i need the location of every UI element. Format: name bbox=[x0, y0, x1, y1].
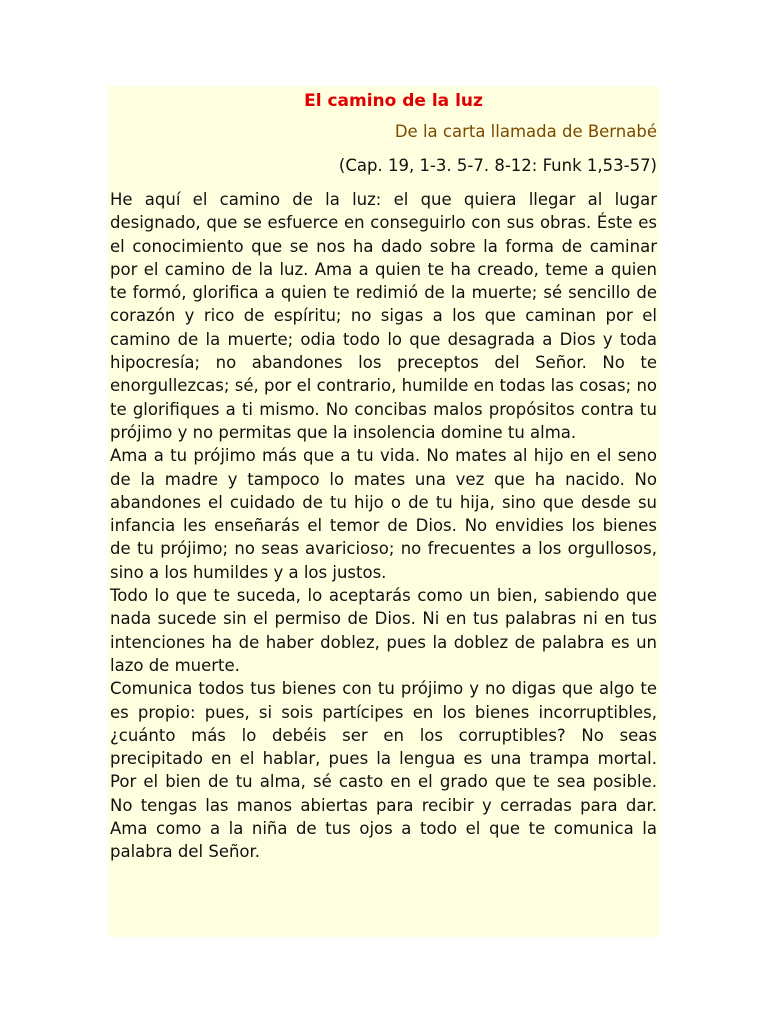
body-paragraph: Todo lo que te suceda, lo aceptarás como un bien, sabiendo que nada sucede sin el permiso de Dios. Ni en tus palabras ni en tus intenciones ha de haber doblez, pues la doblez de palabra es un lazo de muerte. bbox=[110, 586, 657, 675]
document-title: El camino de la luz bbox=[304, 91, 483, 111]
document-body bbox=[110, 188, 657, 864]
document-source: De la carta llamada de Bernabé bbox=[394, 122, 657, 141]
body-paragraph: Comunica todos tus bienes con tu prójimo y no digas que algo te es propio: pues, si sois partícipes en los bienes incorruptibles, ¿cuánto más lo debéis ser en los corruptibles? No seas precipitado en el hablar, pues la lengua es una trampa mortal. Por el bien de tu alma, sé casto en el grado que te sea posible. No tengas las manos abiertas para recibir y cerradas para dar. Ama como a la niña de tus ojos a todo el que te comunica la palabra del Señor. bbox=[110, 679, 657, 862]
document-reference: (Cap. 19, 1-3. 5-7. 8-12: Funk 1,53-57) bbox=[338, 156, 657, 175]
body-paragraph: He aquí el camino de la luz: el que quiera llegar al lugar designado, que se esfuerce en conseguirlo con sus obras. Éste es el conocimiento que se nos ha dado sobre la forma de caminar por el camino de la luz. Ama a quien te ha creado, teme a quien te formó, glorifica a quien te redimió de la muerte; sé sencillo de corazón y rico de espíritu; no sigas a los que caminan por el camino de la muerte; odia todo lo que desagrada a Dios y toda hipocresía; no abandones los preceptos del Señor. No te enorgullezcas; sé, por el contrario, humilde en todas las cosas; no te glorifiques a ti mismo. No concibas malos propósitos contra tu prójimo y no permitas que la insolencia domine tu alma. bbox=[110, 190, 657, 442]
document-page bbox=[108, 86, 659, 937]
body-paragraph: Ama a tu prójimo más que a tu vida. No mates al hijo en el seno de la madre y tampoco lo mates una vez que ha nacido. No abandones el cuidado de tu hijo o de tu hija, sino que desde su infancia les enseñarás el temor de Dios. No envidies los bienes de tu prójimo; no seas avaricioso; no frecuentes a los orgullosos, sino a los humildes y a los justos. bbox=[110, 446, 657, 582]
